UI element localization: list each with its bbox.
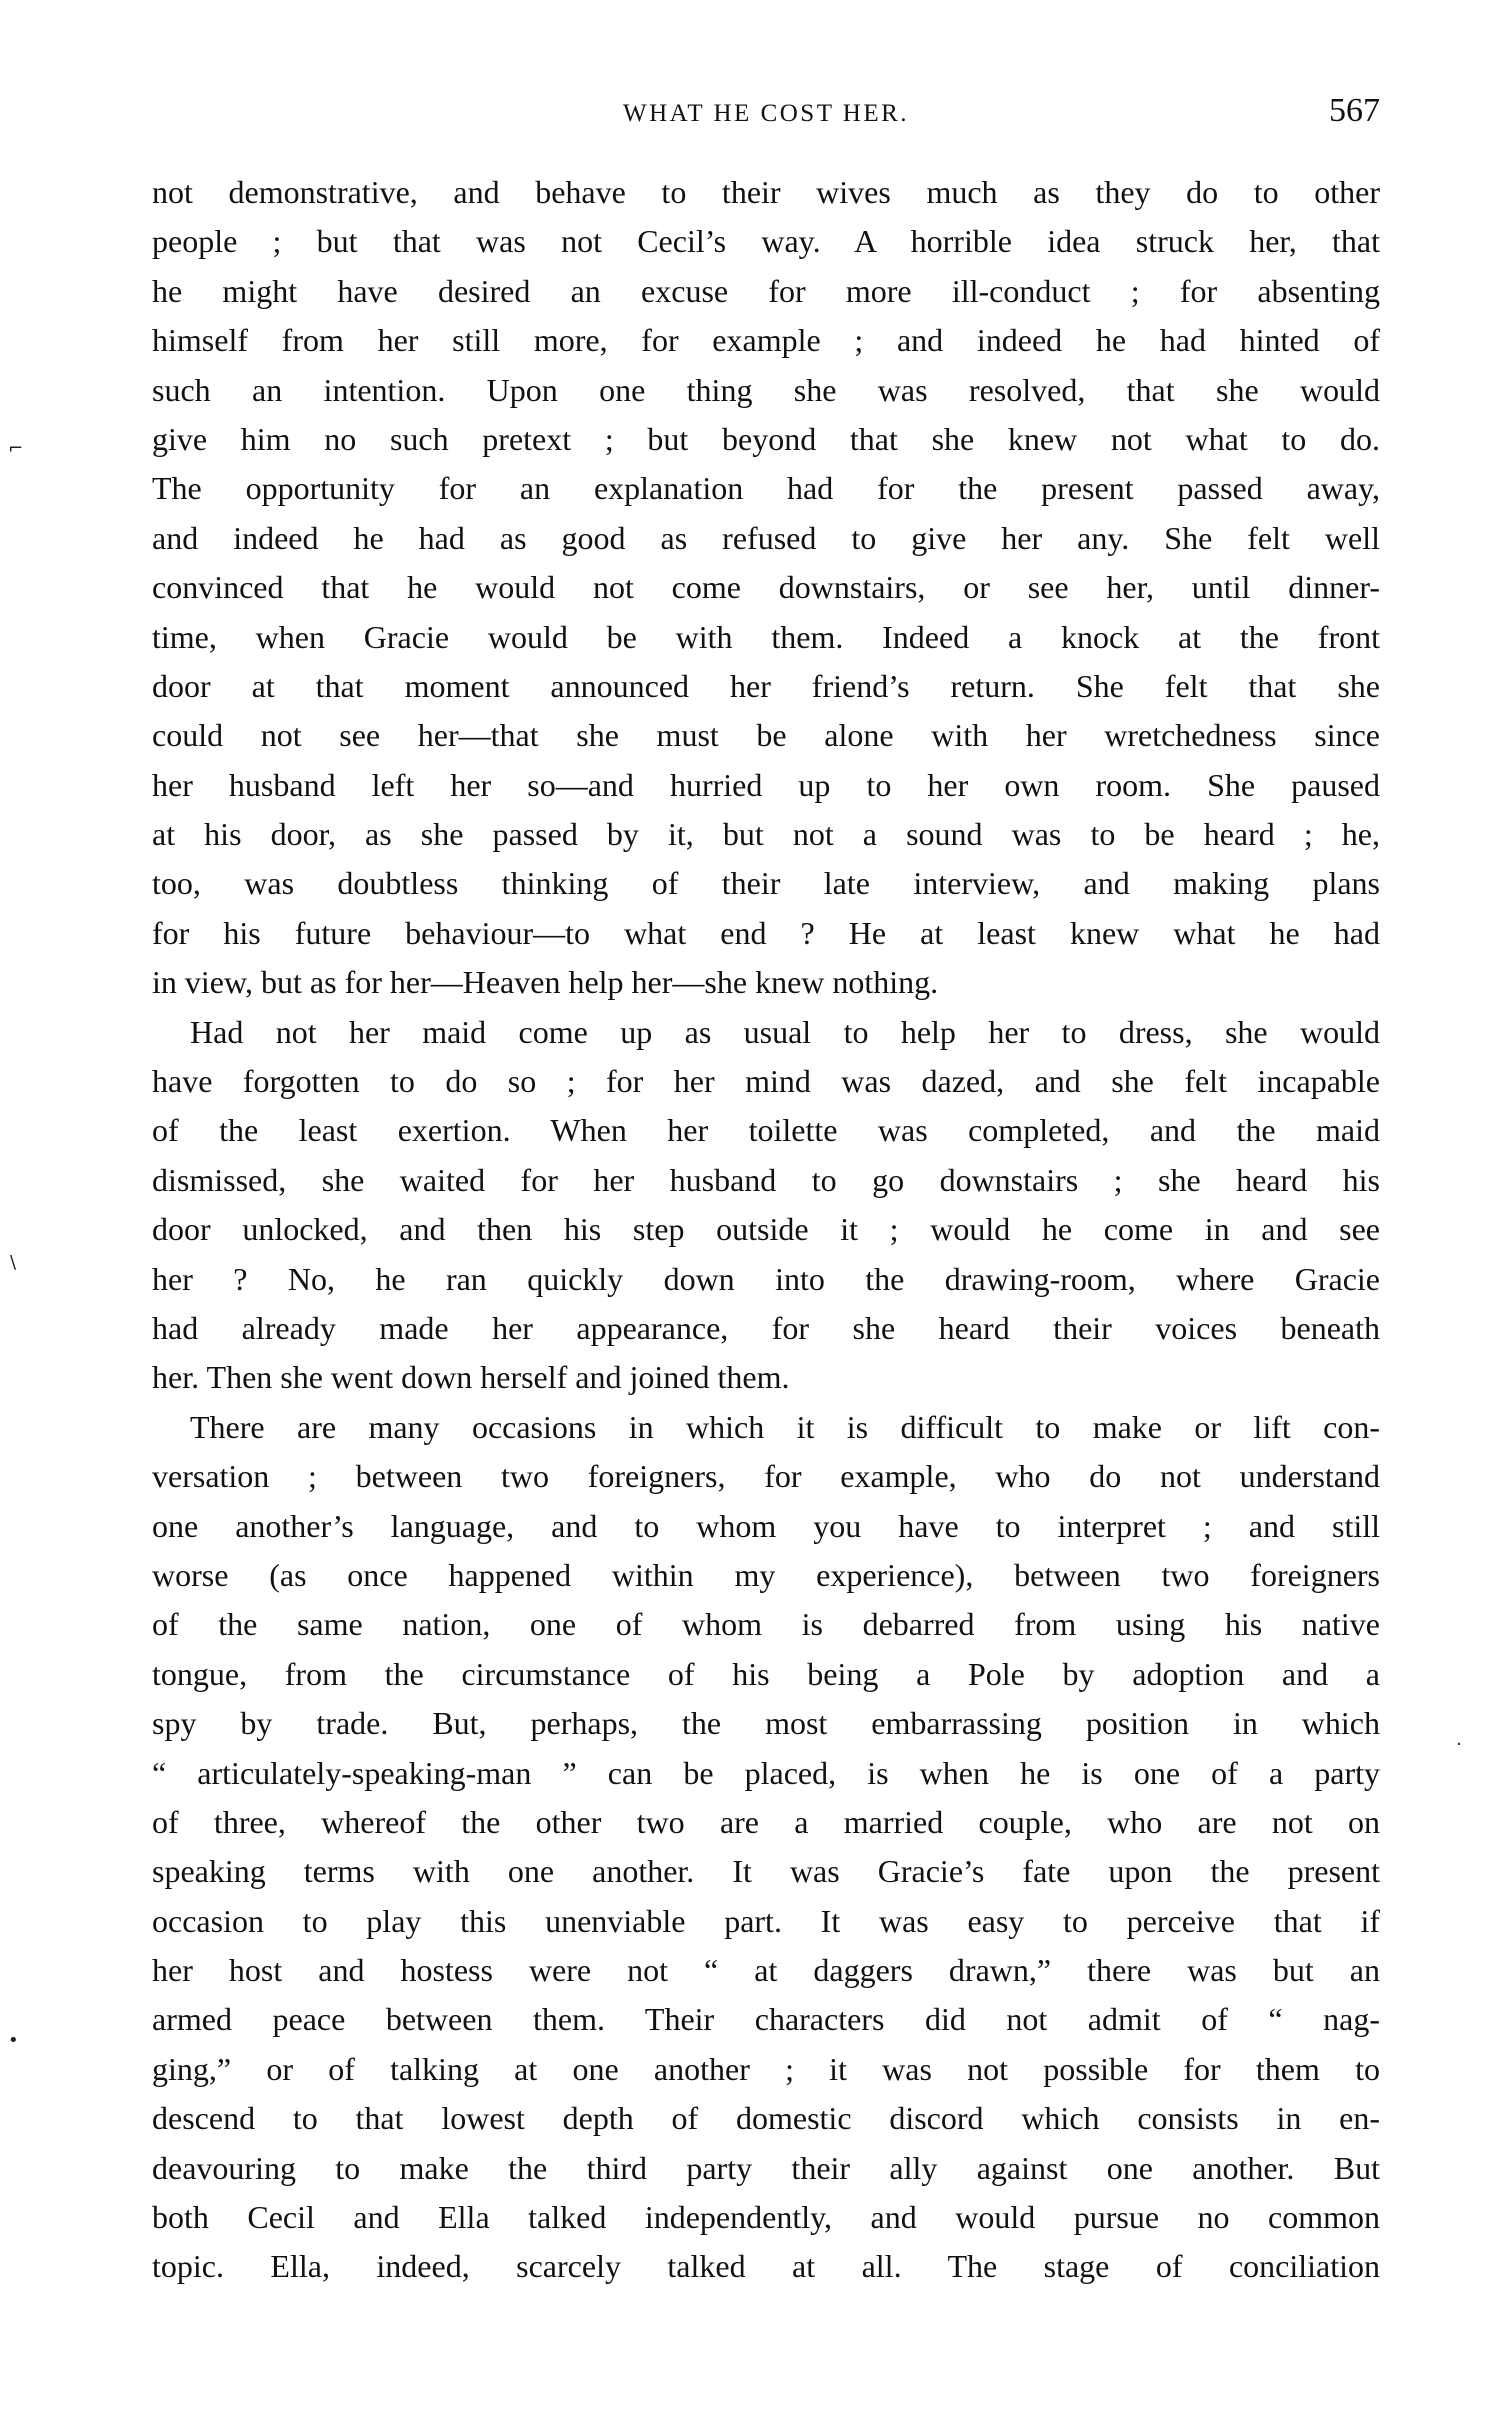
text-line: of three, whereof the other two are a married couple, who are not on — [152, 1803, 1380, 1840]
text-line: time, when Gracie would be with them. Indeed a knock at the front — [152, 618, 1380, 655]
text-line: ging,” or of talking at one another ; it was not possible for them to — [152, 2050, 1380, 2087]
margin-mark-icon: \ — [10, 1252, 17, 1273]
margin-mark-icon: · — [1456, 1734, 1462, 1755]
text-line: door unlocked, and then his step outside it ; would he come in and see — [152, 1211, 1380, 1248]
text-line: such an intention. Upon one thing she was resolved, that she would — [152, 371, 1380, 408]
text-line: he might have desired an excuse for more ill-conduct ; for absenting — [152, 272, 1380, 309]
text-line: of the least exertion. When her toilette was completed, and the maid — [152, 1112, 1380, 1149]
text-line: convinced that he would not come downstairs, or see her, until dinner- — [152, 569, 1380, 606]
text-line: have forgotten to do so ; for her mind was dazed, and she felt incapable — [152, 1063, 1380, 1100]
text-line: occasion to play this unenviable part. It was easy to perceive that if — [152, 1902, 1380, 1939]
text-line: could not see her—that she must be alone with her wretchedness since — [152, 717, 1380, 754]
text-line: for his future behaviour—to what end ? He at least knew what he had — [152, 914, 1380, 951]
text-line: her. Then she went down herself and joined them. — [152, 1359, 790, 1396]
text-line: himself from her still more, for example ; and indeed he had hinted of — [152, 322, 1380, 359]
text-line: door at that moment announced her friend’s return. She felt that she — [152, 667, 1380, 704]
text-line: give him no such pretext ; but beyond that she knew not what to do. — [152, 420, 1380, 457]
text-line: her husband left her so—and hurried up to her own room. She paused — [152, 766, 1380, 803]
text-line: descend to that lowest depth of domestic discord which consists in en- — [152, 2100, 1380, 2137]
text-line: “ articulately-speaking-man ” can be placed, is when he is one of a party — [152, 1754, 1380, 1791]
page-number: 567 — [1329, 92, 1380, 129]
text-line: speaking terms with one another. It was Gracie’s fate upon the present — [152, 1853, 1380, 1890]
running-title: WHAT HE COST HER. — [622, 100, 910, 127]
text-line: her host and hostess were not “ at daggers drawn,” there was but an — [152, 1952, 1380, 1989]
text-line: not demonstrative, and behave to their wives much as they do to other — [152, 174, 1380, 210]
text-line: armed peace between them. Their characters did not admit of “ nag- — [152, 2001, 1380, 2038]
text-line: worse (as once happened within my experience), between two foreigners — [152, 1556, 1380, 1593]
text-line: too, was doubtless thinking of their late interview, and making plans — [152, 865, 1380, 902]
text-line: people ; but that was not Cecil’s way. A horrible idea struck her, that — [152, 223, 1380, 260]
text-line: at his door, as she passed by it, but not a sound was to be heard ; he, — [152, 816, 1380, 853]
running-head — [152, 92, 1380, 142]
text-line: There are many occasions in which it is difficult to make or lift con- — [190, 1408, 1380, 1445]
text-line: versation ; between two foreigners, for example, who do not understand — [152, 1458, 1380, 1495]
text-line: both Cecil and Ella talked independently, and would pursue no common — [152, 2199, 1380, 2236]
text-line: one another’s language, and to whom you have to interpret ; and still — [152, 1507, 1380, 1544]
text-line: topic. Ella, indeed, scarcely talked at all. The stage of conciliation — [152, 2248, 1380, 2285]
text-line: spy by trade. But, perhaps, the most embarrassing position in which — [152, 1705, 1380, 1742]
text-line: of the same nation, one of whom is debarred from using his native — [152, 1606, 1380, 1643]
margin-mark-icon: • — [8, 2030, 19, 2051]
text-line: The opportunity for an explanation had for the present passed away, — [152, 470, 1380, 507]
text-line: and indeed he had as good as refused to give her any. She felt well — [152, 519, 1380, 556]
text-line: deavouring to make the third party their ally against one another. But — [152, 2149, 1380, 2186]
text-line: her ? No, he ran quickly down into the drawing-room, where Gracie — [152, 1260, 1380, 1297]
text-line: had already made her appearance, for she heard their voices beneath — [152, 1309, 1380, 1346]
text-line: dismissed, she waited for her husband to go downstairs ; she heard his — [152, 1161, 1380, 1198]
text-line: tongue, from the circumstance of his being a Pole by adoption and a — [152, 1655, 1380, 1692]
text-line: in view, but as for her—Heaven help her—she knew nothing. — [152, 964, 939, 1001]
text-line: Had not her maid come up as usual to help her to dress, she would — [190, 1013, 1380, 1050]
margin-mark-icon: ⌐ — [8, 438, 24, 459]
body-text — [152, 168, 1380, 2292]
